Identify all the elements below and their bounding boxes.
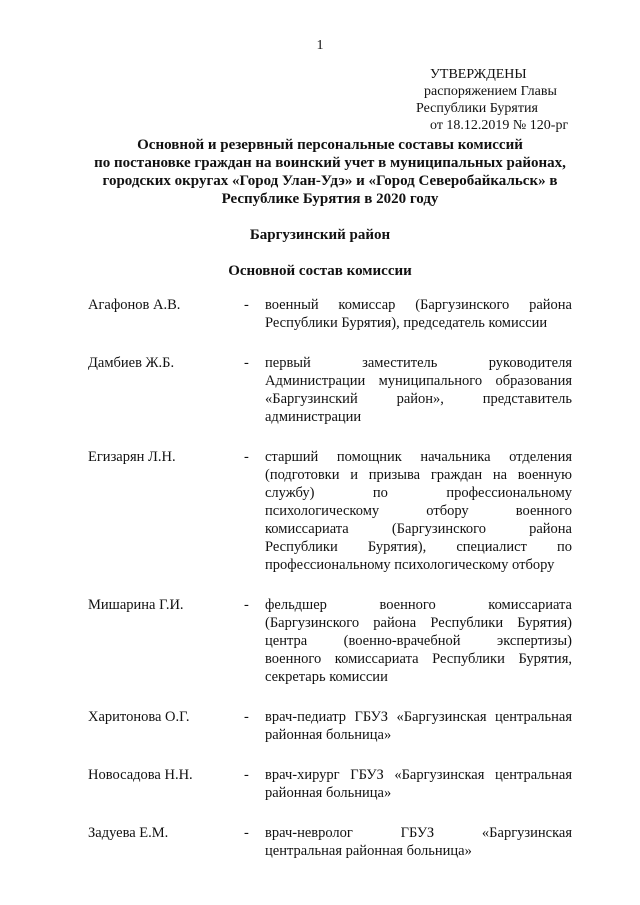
member-role — [265, 448, 572, 574]
member-role — [265, 596, 572, 686]
dash-separator: - — [244, 825, 249, 841]
approval-line-approved: УТВЕРЖДЕНЫ — [430, 67, 527, 82]
title-line: городских округах «Город Улан-Удэ» и «Город Северобайкальск» в — [102, 173, 558, 189]
member-name: Егизарян Л.Н. — [88, 449, 176, 465]
dash-separator: - — [244, 355, 249, 371]
member-entry — [88, 354, 578, 426]
role-line: районная больница» — [265, 727, 392, 743]
role-line: профессиональному психологическому отбору — [265, 557, 555, 573]
role-line: (подготовки и призыва граждан на военную — [265, 467, 572, 483]
role-line: (Баргузинского района Республики Бурятия) — [265, 615, 572, 631]
member-name: Агафонов А.В. — [88, 297, 181, 313]
member-entry — [88, 824, 578, 860]
approval-line-order: распоряжением Главы — [424, 84, 557, 99]
dash-separator: - — [244, 297, 249, 313]
district-heading: Баргузинский район — [249, 227, 391, 243]
role-line: психологическому отбору военного — [265, 503, 572, 519]
approval-block — [402, 66, 602, 134]
role-line: фельдшер военного комиссариата — [265, 597, 572, 613]
role-line: первый заместитель руководителя — [265, 355, 572, 371]
role-line: администрации — [265, 409, 362, 425]
member-entry — [88, 448, 578, 574]
title-line: Республике Бурятия в 2020 году — [221, 191, 439, 207]
role-line: «Баргузинский район», представитель — [265, 391, 572, 407]
member-role — [265, 296, 572, 332]
role-line: Администрации муниципального образования — [265, 373, 572, 389]
member-role — [265, 708, 572, 744]
document-title — [80, 136, 580, 208]
member-role — [265, 354, 572, 426]
member-name: Харитонова О.Г. — [88, 709, 190, 725]
role-line: военный комиссар (Баргузинского района — [265, 297, 572, 313]
role-line: Республики Бурятия), специалист по — [265, 539, 572, 555]
dash-separator: - — [244, 767, 249, 783]
role-line: врач-педиатр ГБУЗ «Баргузинская центральная — [265, 709, 572, 725]
approval-line-date-number: от 18.12.2019 № 120-рг — [430, 118, 569, 133]
member-name: Мишарина Г.И. — [88, 597, 184, 613]
role-line: врач-хирург ГБУЗ «Баргузинская центральная — [265, 767, 572, 783]
role-line: комиссариата (Баргузинского района — [265, 521, 572, 537]
section-heading: Основной состав комиссии — [228, 263, 412, 279]
role-line: службу) по профессиональному — [265, 485, 572, 501]
role-line: центральная районная больница» — [265, 843, 472, 859]
role-line: старший помощник начальника отделения — [265, 449, 572, 465]
role-line: центра (военно-врачебной экспертизы) — [265, 633, 572, 649]
role-line: секретарь комиссии — [265, 669, 388, 685]
role-line: врач-невролог ГБУЗ «Баргузинская — [265, 825, 572, 841]
dash-separator: - — [244, 709, 249, 725]
dash-separator: - — [244, 597, 249, 613]
member-name: Задуева Е.М. — [88, 825, 169, 841]
role-line: Республики Бурятия), председатель комиссии — [265, 315, 548, 331]
title-line: Основной и резервный персональные составы комиссий — [137, 137, 523, 153]
member-entry — [88, 596, 578, 686]
role-line: военного комиссариата Республики Бурятия, — [265, 651, 572, 667]
member-role — [265, 766, 572, 802]
member-name: Новосадова Н.Н. — [88, 767, 193, 783]
members-list — [88, 296, 578, 860]
title-line: по постановке граждан на воинский учет в муниципальных районах, — [94, 155, 566, 171]
dash-separator: - — [244, 449, 249, 465]
member-name: Дамбиев Ж.Б. — [88, 355, 175, 371]
page-number: 1 — [316, 38, 324, 53]
member-entry — [88, 296, 578, 332]
member-role — [265, 824, 572, 860]
role-line: районная больница» — [265, 785, 392, 801]
approval-line-republic: Республики Бурятия — [416, 101, 538, 116]
member-entry — [88, 766, 578, 802]
member-entry — [88, 708, 578, 744]
